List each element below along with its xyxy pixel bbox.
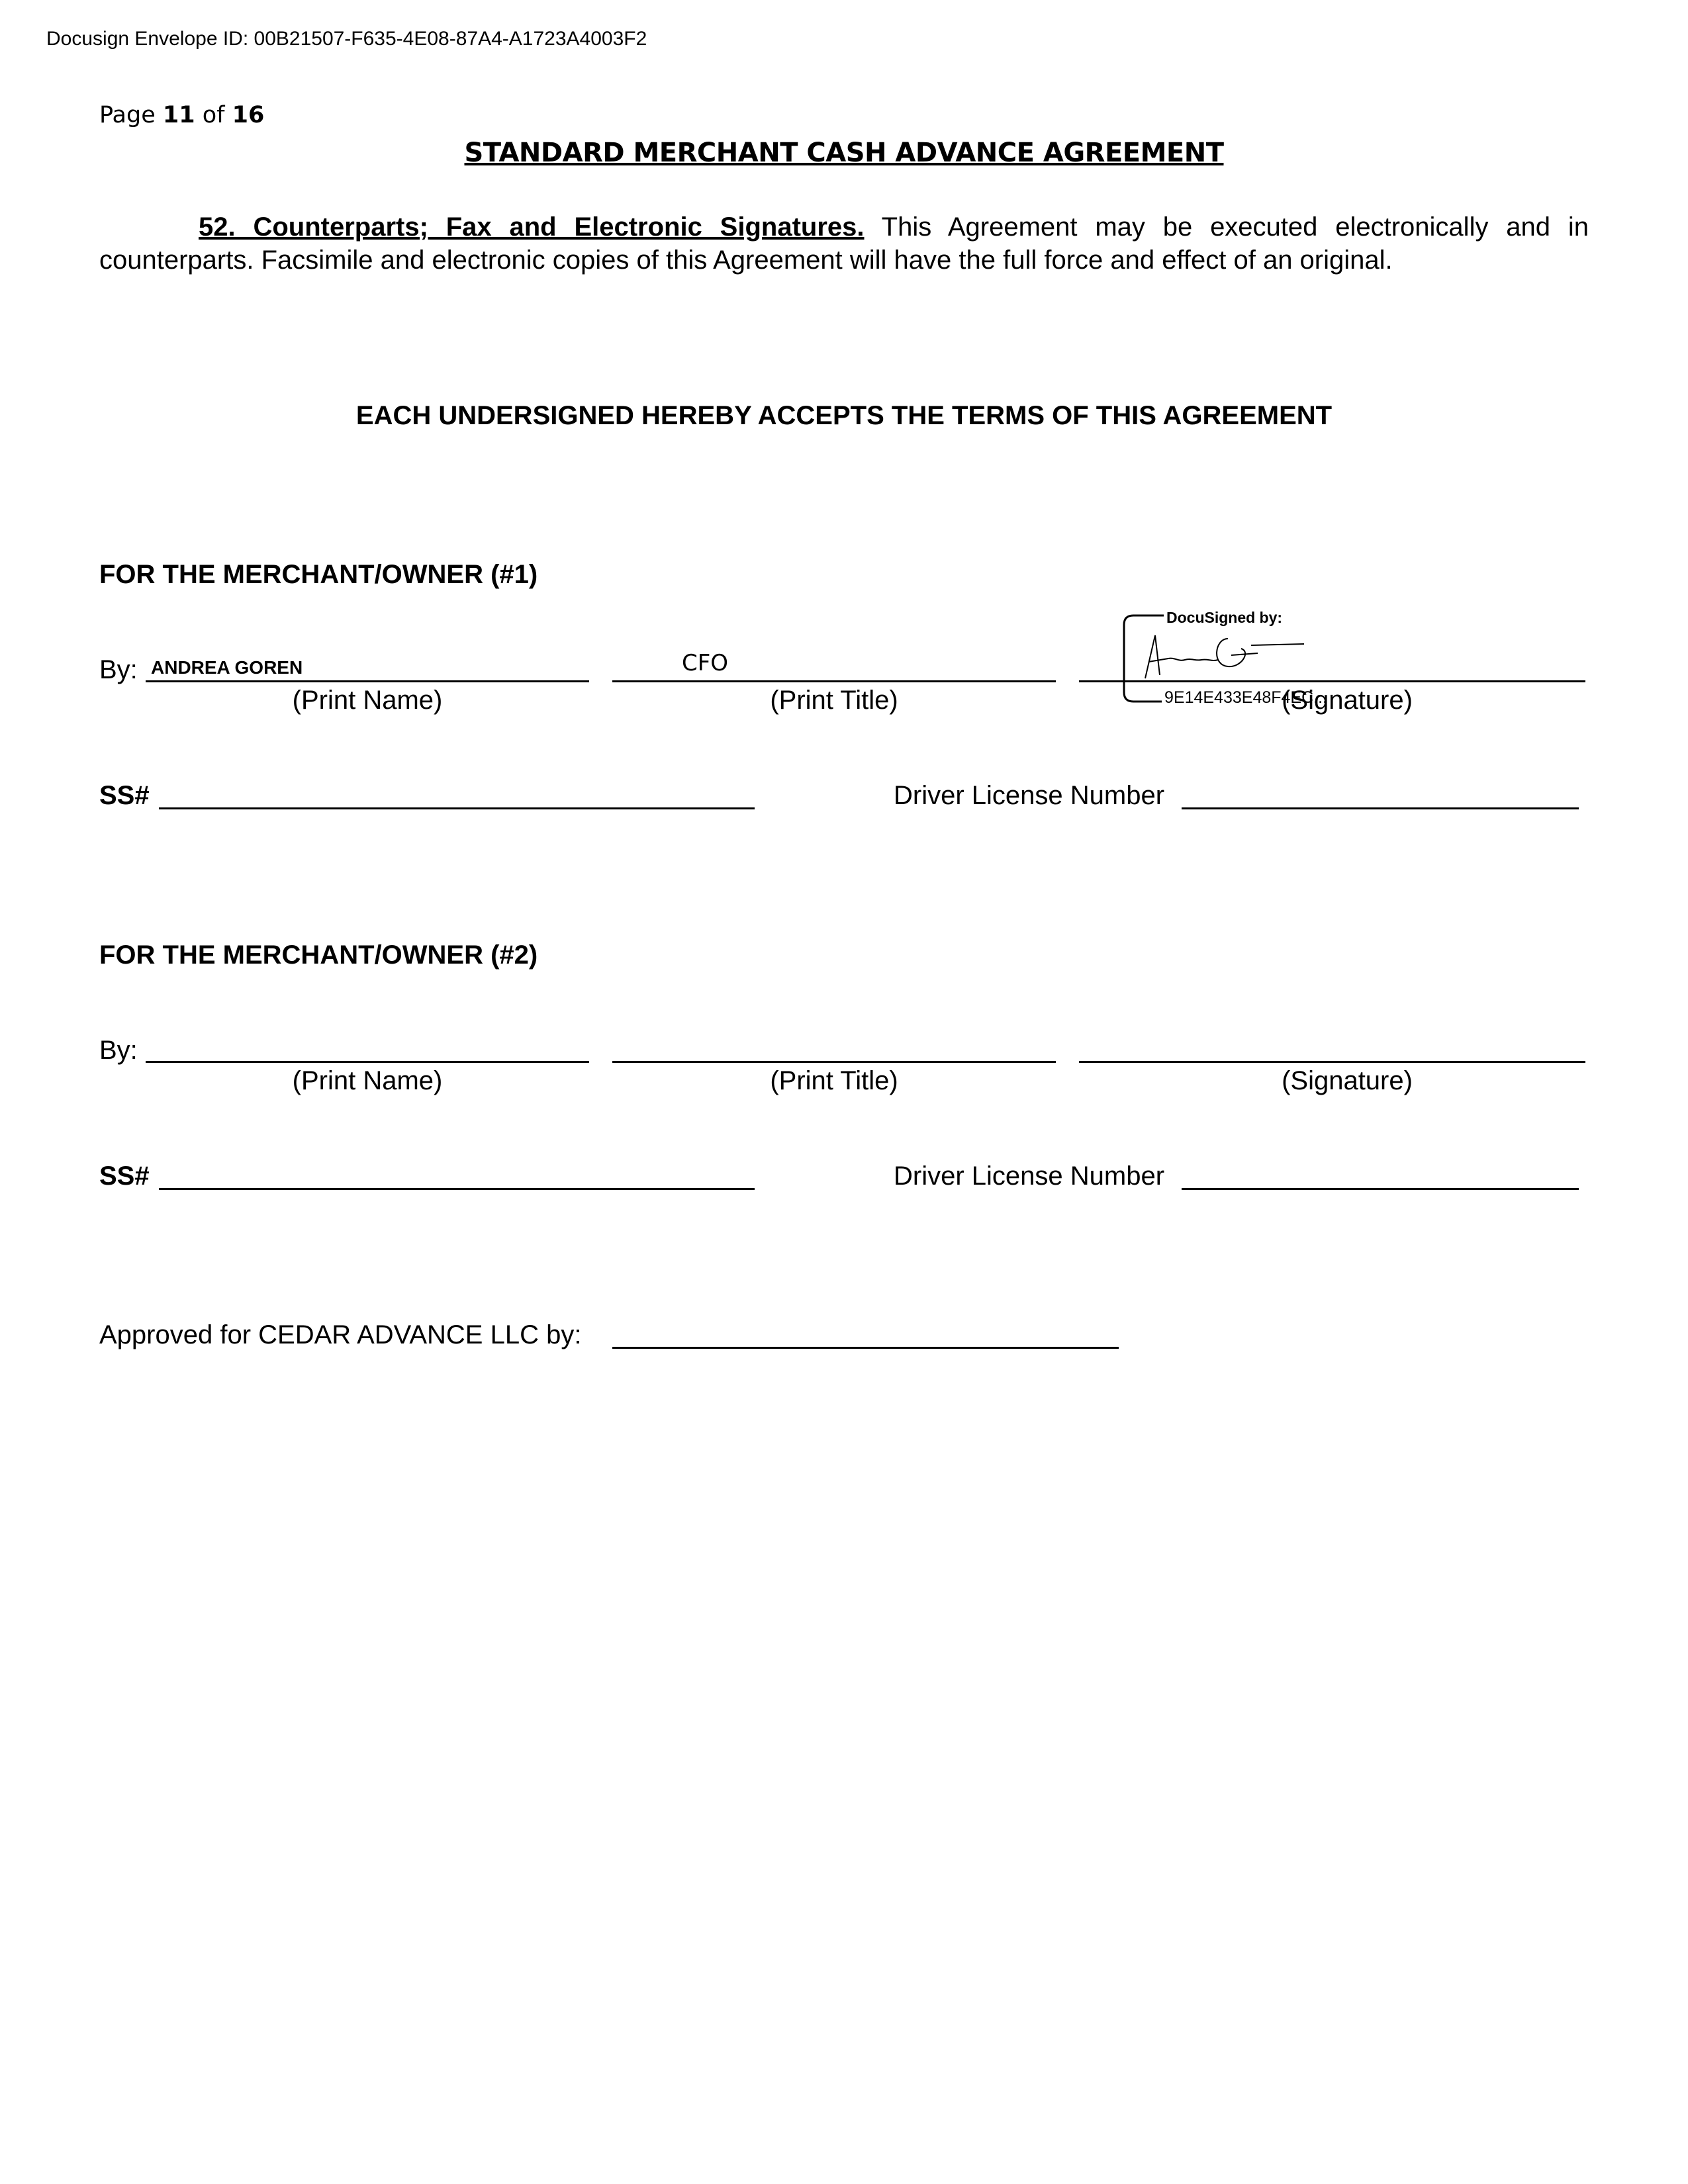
owner2-dl-label: Driver License Number bbox=[894, 1161, 1165, 1191]
document-title: STANDARD MERCHANT CASH ADVANCE AGREEMENT bbox=[464, 138, 1224, 168]
page-of: of bbox=[202, 102, 225, 128]
owner1-signature-caption: (Signature) bbox=[1282, 686, 1413, 715]
owner1-print-title-line[interactable] bbox=[612, 680, 1056, 682]
approval-signature-line[interactable] bbox=[612, 1347, 1119, 1349]
docusign-label: DocuSigned by: bbox=[1164, 609, 1285, 627]
owner2-print-name-caption: (Print Name) bbox=[292, 1066, 443, 1095]
owner2-signature-line[interactable] bbox=[1079, 1061, 1585, 1063]
owner2-print-name-line[interactable] bbox=[146, 1061, 589, 1063]
owner1-print-name-line[interactable] bbox=[146, 680, 589, 682]
owner1-ss-label: SS# bbox=[99, 781, 150, 810]
owner1-dl-label: Driver License Number bbox=[894, 781, 1165, 810]
acceptance-statement: EACH UNDERSIGNED HEREBY ACCEPTS THE TERMS OF THIS AGREEMENT bbox=[355, 401, 1333, 430]
owner2-heading: FOR THE MERCHANT/OWNER (#2) bbox=[99, 940, 538, 970]
clause-text: This Agreement may be executed electronically and in counterparts. Facsimile and electronic copies of this Agreement will have the full force and effect of an original. bbox=[99, 212, 1589, 275]
clause-paragraph bbox=[99, 210, 1589, 277]
owner2-ss-label: SS# bbox=[99, 1161, 150, 1191]
owner1-dl-line[interactable] bbox=[1182, 807, 1579, 809]
docusign-id: 9E14E433E48F4EC... bbox=[1162, 688, 1330, 707]
owner2-print-title-caption: (Print Title) bbox=[770, 1066, 898, 1095]
page-current: 11 bbox=[162, 102, 195, 128]
page-prefix: Page bbox=[99, 102, 156, 128]
approval-label: Approved for CEDAR ADVANCE LLC by: bbox=[99, 1320, 582, 1349]
page-total: 16 bbox=[232, 102, 265, 128]
owner1-heading: FOR THE MERCHANT/OWNER (#1) bbox=[99, 560, 538, 589]
envelope-id: Docusign Envelope ID: 00B21507-F635-4E08-87A4-A1723A4003F2 bbox=[46, 28, 647, 50]
owner1-ss-line[interactable] bbox=[159, 807, 755, 809]
handwritten-signature bbox=[1145, 635, 1304, 678]
owner2-ss-line[interactable] bbox=[159, 1188, 755, 1190]
owner1-print-title-caption: (Print Title) bbox=[770, 686, 898, 715]
owner2-by-label: By: bbox=[99, 1036, 138, 1065]
owner2-dl-line[interactable] bbox=[1182, 1188, 1579, 1190]
owner1-print-name-caption: (Print Name) bbox=[292, 686, 443, 715]
owner1-print-title-value: CFO bbox=[682, 650, 729, 676]
page-number bbox=[99, 102, 264, 128]
owner2-signature-caption: (Signature) bbox=[1282, 1066, 1413, 1095]
clause-heading: 52. Counterparts; Fax and Electronic Signatures. bbox=[199, 212, 865, 242]
owner2-print-title-line[interactable] bbox=[612, 1061, 1056, 1063]
owner1-by-label: By: bbox=[99, 655, 138, 684]
owner1-print-name-value: ANDREA GOREN bbox=[151, 657, 303, 678]
